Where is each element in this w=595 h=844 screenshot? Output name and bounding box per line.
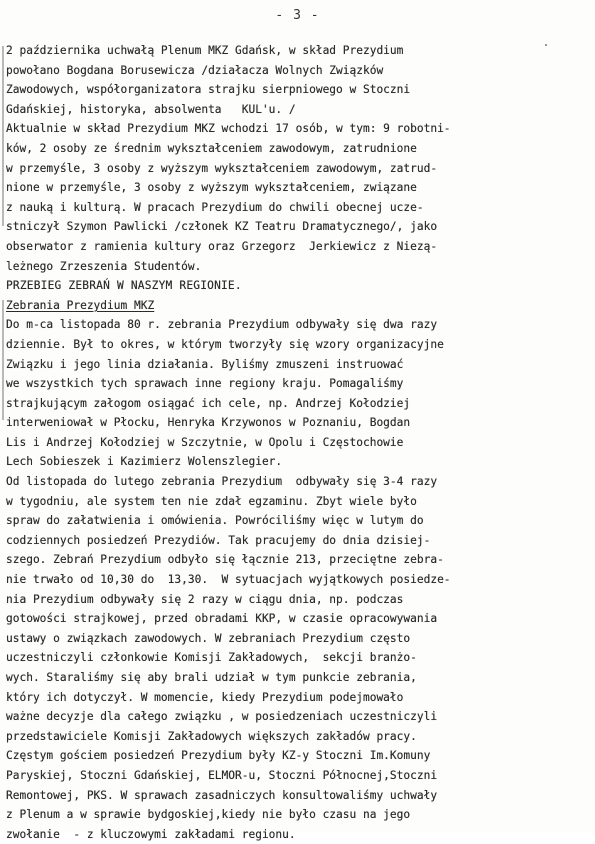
text-line: w tygodniu, ale system ten nie zdał egzaminu. Zbyt wiele było [6,494,417,508]
text-line: Do m-ca listopada 80 r. zebrania Prezydium odbywały się dwa razy [6,318,438,332]
text-line: nia Prezydium odbywały się 2 razy w ciągu dnia, np. podczas [6,592,404,606]
text-line: dziennie. Był to okres, w którym tworzyły się wzory organizacyjne [6,337,444,351]
text-line: ustawy o związkach zawodowych. W zebraniach Prezydium często [6,631,411,645]
text-line: obserwator z ramienia kultury oraz Grzegorz Jerkiewicz z Niezą- [6,239,438,253]
text-line: zwołanie - z kluczowymi zakładami regionu. [6,827,296,841]
section-heading: PRZEBIEG ZEBRAŃ W NASZYM REGIONIE. [6,279,242,293]
text-line: Lech Sobieszek i Kazimierz Wolenszlegier. [6,455,283,469]
text-line: leżnego Zrzeszenia Studentów. [6,259,202,273]
text-line: wych. Staraliśmy się aby brali udział w tym punkcie zebrania, [6,671,417,684]
text-line: szego. Zebrań Prezydium odbyło się łącznie 213, przeciętne zebra- [6,553,444,567]
text-line: gotowości strajkowej, przed obradami KKP, w czasie opracowywania [6,612,438,626]
text-line: 2 października uchwałą Plenum MKZ Gdańsk, w skład Prezydium [6,44,404,57]
text-line: codziennych posiedzeń Prezydiów. Tak pracujemy do dnia dzisiej- [6,533,431,547]
text-line: Zawodowych, współorganizatora strajku sierpniowego w Stoczni [6,83,411,97]
text-line: interweniował w Płocku, Henryka Krzywonos w Poznaniu, Bogdan [6,416,411,430]
subsection-heading [6,296,591,316]
text-line: powołano Bogdana Borusewicza /działacza Wolnych Związków [6,63,384,77]
text-line: Związku i jego linia działania. Byliśmy zmuszeni instruować [6,357,404,371]
text-line: przedstawiciele Komisji Zakładowych większych zakładów pracy. [6,729,417,743]
text-line: nione w przemyśle, 3 osoby z wyższym wykształceniem, związane [6,181,417,195]
text-line: spraw do załatwienia i omówienia. Powróciliśmy więc w lutym do [6,514,424,528]
text-line: który ich dotyczył. W momencie, kiedy Prezydium podejmowało [6,690,404,704]
text-line: Aktualnie w skład Prezydium MKZ wchodzi 17 osób, w tym: 9 robotni- [6,122,451,136]
text-line: z Plenum a w sprawie bydgoskiej,kiedy nie było czasu na jego [6,808,411,822]
text-line: ków, 2 osoby ze średnim wykształceniem zawodowym, zatrudnione [6,141,417,155]
subsection-heading-text: Zebrania Prezydium MKZ [6,298,155,312]
margin-shadow [2,300,4,420]
body-text [6,41,591,844]
text-line: Od listopada do lutego zebrania Prezydium odbywały się 3-4 razy [6,475,438,489]
text-line: ważne decyzje dla całego związku , w posiedzeniach uczestniczyli [6,710,438,724]
text-line: Lis i Andrzej Kołodziej w Szczytnie, w Opolu i Częstochowie [6,435,404,449]
text-line: w przemyśle, 3 osoby z wyższym wykształceniem zawodowym, zatrud- [6,161,438,175]
text-line: nie trwało od 10,30 do 13,30. W sytuacjach wyjątkowych posiedze- [6,573,451,587]
text-line: strajkującym załogom osiągać ich cele, np. Andrzej Kołodziej [6,396,411,410]
text-line: z nauką i kulturą. W pracach Prezydium do chwili obecnej ucze- [6,200,424,214]
margin-shadow [2,46,4,226]
text-line: Częstym gościem posiedzeń Prezydium były KZ-y Stoczni Im.Komuny [6,749,431,763]
text-line: we wszystkich tych sprawach inne regiony kraju. Pomagaliśmy [6,377,404,391]
text-line: Remontowej, PKS. W sprawach zasadniczych konsultowaliśmy uchwały [6,788,438,802]
text-line: Gdańskiej, historyka, absolwenta KUL'u. / [6,102,296,116]
text-line: Paryskiej, Stoczni Gdańskiej, ELMOR-u, Stoczni Północnej,Stoczni [6,768,438,782]
page-number: - 3 - [275,8,320,23]
text-line: stniczył Szymon Pawlicki /członek KZ Teatru Dramatycznego/, jako [6,220,438,234]
text-line: uczestniczyli członkowie Komisji Zakładowych, sekcji branżo- [6,651,417,665]
